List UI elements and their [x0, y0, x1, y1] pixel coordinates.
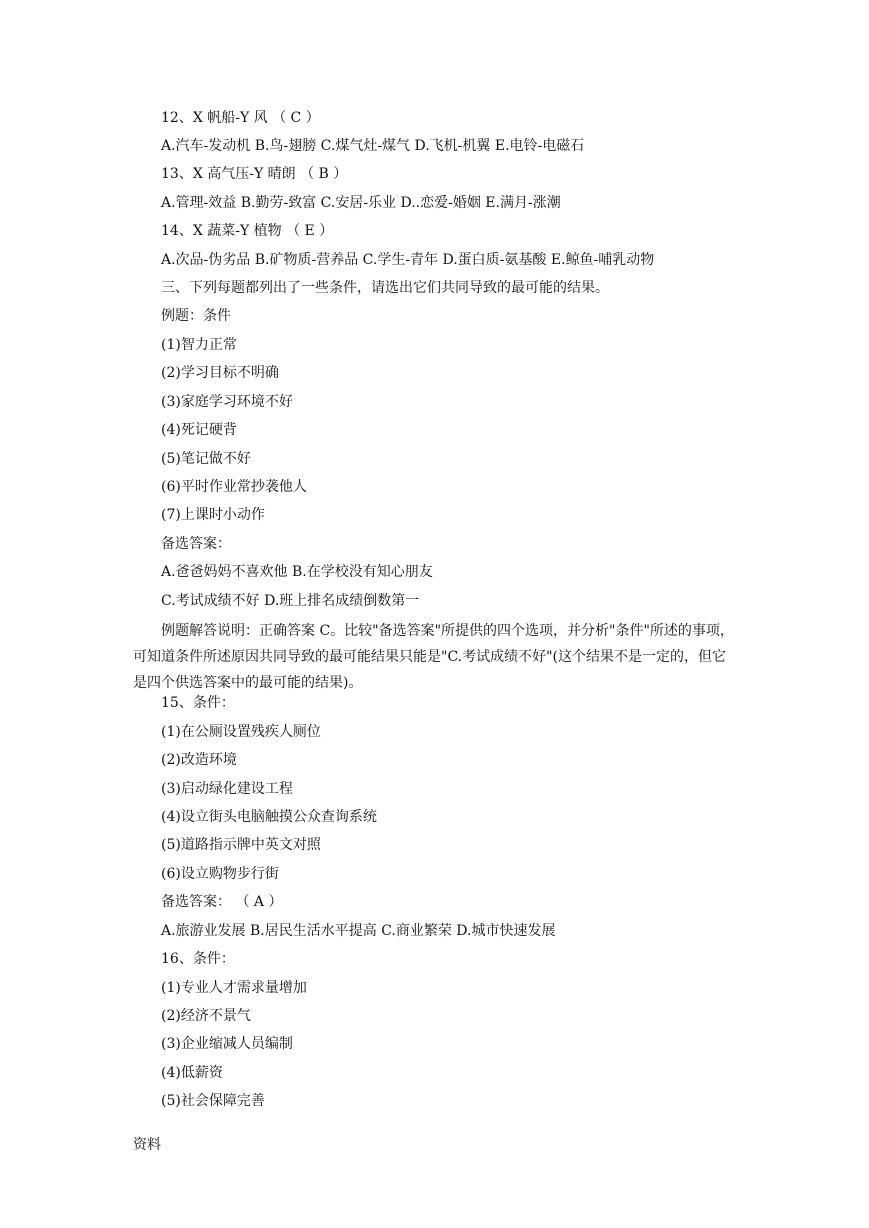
example-answers-ab: A.爸爸妈妈不喜欢他 B.在学校没有知心朋友	[161, 564, 433, 580]
example-condition-1: (1)智力正常	[161, 337, 237, 353]
q15-condition-1: (1)在公厕设置残疾人厕位	[161, 724, 321, 740]
question-12: 12、X 帆船-Y 风 （ C ）	[161, 110, 320, 126]
q15-answers: A.旅游业发展 B.居民生活水平提高 C.商业繁荣 D.城市快速发展	[161, 923, 556, 939]
question-12-options: A.汽车-发动机 B.鸟-翅膀 C.煤气灶-煤气 D.飞机-机翼 E.电铃-电磁石	[161, 138, 585, 154]
q15-condition-6: (6)设立购物步行街	[161, 866, 279, 882]
example-condition-4: (4)死记硬背	[161, 422, 237, 438]
page-footer: 资料	[133, 1137, 161, 1153]
q15-condition-2: (2)改造环境	[161, 752, 237, 768]
question-16: 16、条件：	[161, 951, 235, 967]
question-13-options: A.管理-效益 B.勤劳-致富 C.安居-乐业 D..恋爱-婚姻 E.满月-涨潮	[161, 195, 561, 211]
q15-condition-5: (5)道路指示牌中英文对照	[161, 837, 321, 853]
example-explanation: 例题解答说明：正确答案 C。比较"备选答案"所提供的四个选项，并分析"条件"所述的事项，可知道条件所述原因共同导致的最可能结果只能是"C.考试成绩不好"(这个结果不是一定的，但它是四个供选答案中的最可能的结果)。	[133, 623, 734, 691]
question-14: 14、X 蔬菜-Y 植物 （ E ）	[161, 223, 334, 239]
example-condition-6: (6)平时作业常抄袭他人	[161, 479, 307, 495]
q15-condition-3: (3)启动绿化建设工程	[161, 781, 293, 797]
q16-condition-5: (5)社会保障完善	[161, 1093, 265, 1109]
question-14-options: A.次品-伪劣品 B.矿物质-营养品 C.学生-青年 D.蛋白质-氨基酸 E.鲸鱼-哺乳动物	[161, 252, 655, 268]
example-condition-3: (3)家庭学习环境不好	[161, 394, 293, 410]
q16-condition-4: (4)低薪资	[161, 1065, 223, 1081]
q16-condition-1: (1)专业人才需求量增加	[161, 980, 307, 996]
section-three-heading: 三、下列每题都列出了一些条件，请选出它们共同导致的最可能的结果。	[161, 280, 609, 296]
question-13: 13、X 高气压-Y 晴朗 （ B ）	[161, 166, 348, 182]
example-answers-cd: C.考试成绩不好 D.班上排名成绩倒数第一	[161, 593, 420, 609]
example-heading: 例题：条件	[161, 308, 231, 324]
q15-answers-heading: 备选答案： （ A ）	[161, 894, 283, 910]
q16-condition-3: (3)企业缩减人员编制	[161, 1036, 293, 1052]
example-condition-2: (2)学习目标不明确	[161, 365, 279, 381]
example-answers-heading: 备选答案：	[161, 536, 231, 552]
q16-condition-2: (2)经济不景气	[161, 1008, 251, 1024]
question-15: 15、条件：	[161, 695, 235, 711]
example-condition-5: (5)笔记做不好	[161, 451, 251, 467]
example-condition-7: (7)上课时小动作	[161, 507, 265, 523]
q15-condition-4: (4)设立街头电脑触摸公众查询系统	[161, 809, 377, 825]
